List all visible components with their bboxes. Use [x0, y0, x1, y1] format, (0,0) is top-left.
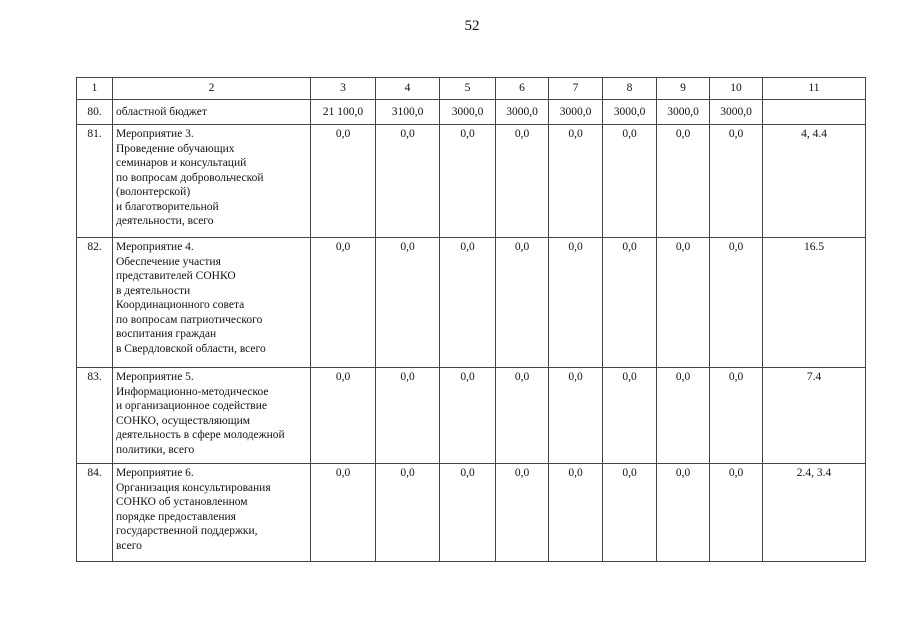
row-number: 81. [77, 125, 113, 238]
value-cell: 0,0 [311, 464, 376, 562]
value-cell: 3000,0 [549, 100, 603, 125]
value-cell: 0,0 [376, 125, 440, 238]
row-number: 82. [77, 238, 113, 368]
value-cell: 0,0 [549, 238, 603, 368]
value-cell: 0,0 [376, 238, 440, 368]
value-cell: 0,0 [496, 238, 549, 368]
value-cell: 0,0 [710, 464, 763, 562]
column-header: 2 [113, 78, 311, 100]
value-cell: 0,0 [603, 368, 657, 464]
target-ref-cell: 7.4 [763, 368, 866, 464]
column-header: 11 [763, 78, 866, 100]
target-ref-cell: 2.4, 3.4 [763, 464, 866, 562]
value-cell: 0,0 [603, 238, 657, 368]
target-ref-cell: 16.5 [763, 238, 866, 368]
row-number: 83. [77, 368, 113, 464]
column-header: 9 [657, 78, 710, 100]
value-cell: 0,0 [496, 368, 549, 464]
column-header: 7 [549, 78, 603, 100]
target-ref-cell: 4, 4.4 [763, 125, 866, 238]
column-header: 3 [311, 78, 376, 100]
value-cell: 0,0 [549, 464, 603, 562]
value-cell: 3000,0 [440, 100, 496, 125]
row-name: Мероприятие 4. Обеспечение участия представителей СОНКО в деятельности Координационного совета по вопросам патриотического воспитания граждан в Свердловской области, всего [113, 238, 311, 368]
table-row [77, 368, 866, 464]
value-cell: 0,0 [549, 368, 603, 464]
row-name: Мероприятие 6. Организация консультирования СОНКО об установленном порядке предоставления государственной поддержки, всего [113, 464, 311, 562]
value-cell: 0,0 [311, 125, 376, 238]
column-header: 4 [376, 78, 440, 100]
value-cell: 0,0 [376, 368, 440, 464]
value-cell: 0,0 [496, 464, 549, 562]
column-header: 6 [496, 78, 549, 100]
value-cell: 0,0 [440, 368, 496, 464]
value-cell: 0,0 [311, 368, 376, 464]
value-cell: 0,0 [657, 238, 710, 368]
row-number: 80. [77, 100, 113, 125]
value-cell: 0,0 [496, 125, 549, 238]
value-cell: 0,0 [603, 125, 657, 238]
value-cell: 3000,0 [657, 100, 710, 125]
value-cell: 0,0 [710, 368, 763, 464]
value-cell: 3000,0 [496, 100, 549, 125]
column-header: 5 [440, 78, 496, 100]
value-cell: 0,0 [440, 125, 496, 238]
column-header: 8 [603, 78, 657, 100]
value-cell: 0,0 [710, 125, 763, 238]
value-cell: 3000,0 [710, 100, 763, 125]
row-number: 84. [77, 464, 113, 562]
value-cell: 21 100,0 [311, 100, 376, 125]
page-number: 52 [464, 18, 480, 34]
value-cell: 0,0 [440, 464, 496, 562]
table-row [77, 238, 866, 368]
value-cell: 0,0 [657, 368, 710, 464]
table-row [77, 464, 866, 562]
target-ref-cell [763, 100, 866, 125]
table-row [77, 100, 866, 125]
row-name: Мероприятие 5. Информационно-методическое и организационное содействие СОНКО, осуществляющим деятельность в сфере молодежной политики, всего [113, 368, 311, 464]
column-header: 1 [77, 78, 113, 100]
column-header: 10 [710, 78, 763, 100]
value-cell: 0,0 [549, 125, 603, 238]
value-cell: 0,0 [657, 125, 710, 238]
value-cell: 0,0 [657, 464, 710, 562]
value-cell: 0,0 [603, 464, 657, 562]
row-name: областной бюджет [113, 100, 311, 125]
value-cell: 0,0 [376, 464, 440, 562]
value-cell: 3100,0 [376, 100, 440, 125]
budget-table [76, 77, 866, 562]
value-cell: 0,0 [311, 238, 376, 368]
value-cell: 3000,0 [603, 100, 657, 125]
value-cell: 0,0 [440, 238, 496, 368]
table-header-row [77, 78, 866, 100]
row-name: Мероприятие 3. Проведение обучающих семинаров и консультаций по вопросам добровольческой (волонтерской) и благотворительной деятельности, всего [113, 125, 311, 238]
value-cell: 0,0 [710, 238, 763, 368]
table-row [77, 125, 866, 238]
